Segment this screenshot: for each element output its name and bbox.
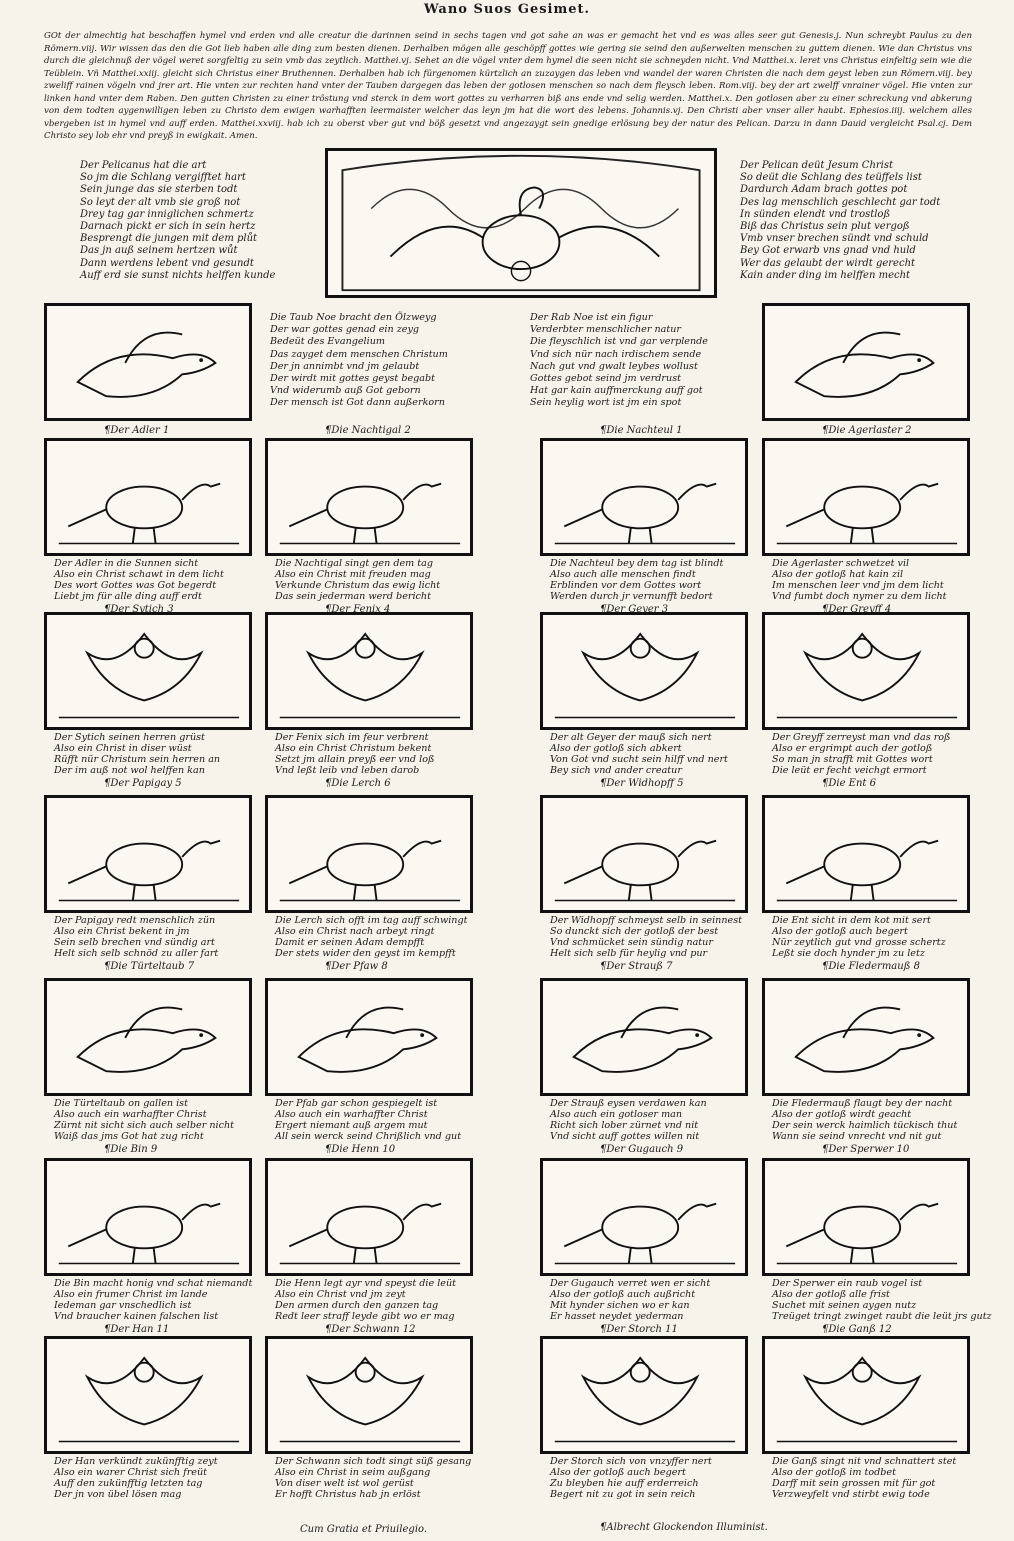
bird-icon <box>765 1161 967 1273</box>
bird-caption: Der Storch sich von vnzyffer nert Also der gotloß auch begert Zu bleyben hie auff erderreich Begert nit zu got in sein reich <box>550 1456 712 1500</box>
bird-label: ¶Die Türteltaub 7 <box>104 961 195 972</box>
bird-label: ¶Die Nachtigal 2 <box>325 425 411 436</box>
bird-label: ¶Der Strauß 7 <box>600 961 673 972</box>
bird-caption: Der Sperwer ein raub vogel ist Also der gotloß alle frist Suchet mit seinen aygen nutz Treüget tringt zwinget raubt die leüt jrs gutz <box>772 1278 992 1322</box>
woodcut-l-5-1 <box>265 1158 473 1276</box>
bird-icon <box>47 306 249 418</box>
bird-caption: Die Ganß singt nit vnd schnattert stet Also der gotloß im todbet Darff mit sein grossen mit für got Verzweyfelt vnd stirbt ewig tode <box>772 1456 957 1500</box>
bird-icon <box>47 441 249 553</box>
bird-icon <box>543 981 745 1093</box>
bird-icon <box>765 441 967 553</box>
bird-label: ¶Die Ganß 12 <box>822 1324 892 1335</box>
bird-caption: Der Greyff zerreyst man vnd das roß Also er ergrimpt auch der gotloß So man jn strafft mit Gottes wort Die leüt er fecht veichgt ermort <box>772 732 951 776</box>
bird-icon <box>47 1161 249 1273</box>
bird-icon <box>268 981 470 1093</box>
bird-label: ¶Der Sytich 3 <box>104 604 174 615</box>
woodcut-l-3-1 <box>265 795 473 913</box>
woodcut-r-0-1 <box>762 303 970 421</box>
bird-caption: Der Schwann sich todt singt süß gesang Also ein Christ in seim außgang Von diser welt ist wol gerüst Er hofft Christus hab jn erlöst <box>275 1456 472 1500</box>
bird-label: ¶Der Geyer 3 <box>600 604 669 615</box>
bird-caption: Die Ent sicht in dem kot mit sert Also der gotloß auch begert Nür zeytlich gut vnd grosse schertz Leßt sie doch hynder jm zu letz <box>772 915 946 959</box>
colophon: Cum Gratia et Priuilegio. <box>300 1524 428 1535</box>
bird-label: ¶Der Fenix 4 <box>325 604 391 615</box>
bird-label: ¶Der Papigay 5 <box>104 778 182 789</box>
bird-label: ¶Der Han 11 <box>104 1324 170 1335</box>
woodcut-l-2-1 <box>265 612 473 730</box>
bird-label: ¶Der Schwann 12 <box>325 1324 416 1335</box>
bird-caption: Die Türteltaub on gallen ist Also auch ein warhaffter Christ Zürnt nit sicht sich auch selber nicht Waiß das jms Got hat zug richt <box>54 1098 234 1142</box>
bird-label: ¶Der Greyff 4 <box>822 604 892 615</box>
bird-caption: Der alt Geyer der mauß sich nert Also der gotloß sich abkert Von Got vnd sucht sein hilff vnd nert Bey sich vnd ander creatur <box>550 732 728 776</box>
woodcut-r-4-1 <box>762 978 970 1096</box>
page-title: Wano Suos Gesimet. <box>423 2 591 17</box>
woodcut-r-6-1 <box>762 1336 970 1454</box>
verse-dove: Die Taub Noe bracht den Ölzweyg Der war gottes genad ein zeyg Bedeüt des Evangelium Das zayget dem menschen Christum Der jn annimbt vnd jm gelaubt Der wirdt mit gottes geyst begabt Vnd widerumb auß Got geborn Der mensch ist Got dann außerkorn <box>270 312 448 409</box>
bird-icon <box>268 1161 470 1273</box>
bird-caption: Die Lerch sich offt im tag auff schwingt Also ein Christ nach arbeyt ringt Damit er seinen Adam dempfft Der stets wider den geyst im kempfft <box>275 915 468 959</box>
bird-icon <box>47 798 249 910</box>
bird-icon <box>543 1161 745 1273</box>
woodcut-l-4-0 <box>44 978 252 1096</box>
bird-icon <box>543 798 745 910</box>
bird-caption: Der Strauß eysen verdawen kan Also auch ein gotloser man Richt sich lober zürnet vnd nit Vnd sicht auff gottes willen nit <box>550 1098 707 1142</box>
intro-text: GOt der almechtig hat beschaffen hymel vnd erden vnd alle creatur die darinnen seind in sechs tagen vnd got sahe an was er gemacht het vnd es was alles seer gut Genesis.j. Nun schreybt Paulus zu den Römern.viij. Wir wissen das den die Got lieb haben alle ding zum besten dienen. Derhalben mögen alle geschöpff gottes wie gering sie seind den außerwelten menschen zu guttem dienen. Wie dan Christus vns durch die gleichnuß der vögel weret sorgfeltig zu sein vmb das zeytlich. Matthei.vj. Sehet an die vögel vnter dem hymel die seen nicht sie schneyden nicht. Vnd Matthei.x. leret vns Christus einfeltig sein wie die Teüblein. Vñ Matthei.xxiij. gleicht sich Christus einer Bruthennen. Derhalben hab ich fürgenomen kürtzlich an zuzaygen das leben vnd wandel der waren Christen die nach dem geyst leben zun Römern.viij. bey zweliff rainen vögeln vnd jrer art. Hie vnten zur rechten hand vnter der Tauben dargegen das leben der gotlosen menschen so nach dem fleysch leben. Rom.viij. bey der art zwelff vnrainer vögel. Hie vnten zur linken hand vnter dem Raben. Den gutten Christen zu einer trôstung vnd sterck in dem wort gottes zu verharren biß ans ende vnd selig werden. Matthei.x. Den gotlosen aber zu einer schreckung vnd abkerung von dem todten aygenwilligen leben zu Christo dem ewigen warhafften leermaister welcher das leyn jm hat die wort des lebens. Johannis.vj. Den Christi aber vnser aller haubt. Ephesios.iiij. welchem alles vbergeben ist in hymel vnd auff erden. Matthei.xxviij. hab ich zu oberst vber gut vnd böß gesetzt vnd angezaygt sein gnedige erlösung bey der natur des Pelican. Darzu in dann Dauid vergleicht Psal.cj. Dem Christo sey lob ehr vnd preyß in ewigkait. Amen. <box>44 31 972 141</box>
bird-icon <box>765 306 967 418</box>
bird-caption: Der Papigay redt menschlich zün Also ein Christ bekent in jm Sein selb brechen vnd sündig art Helt sich selb schnöd zu aller fart <box>54 915 219 959</box>
bird-label: ¶Die Ent 6 <box>822 778 876 789</box>
bird-caption: Die Henn legt ayr vnd speyst die leüt Also ein Christ vnd jm zeyt Den armen durch den ganzen tag Redt leer straff leyde gibt wo er mag <box>275 1278 457 1322</box>
bird-icon <box>268 798 470 910</box>
bird-label: ¶Der Gugauch 9 <box>600 1144 684 1155</box>
woodcut-l-6-1 <box>265 1336 473 1454</box>
woodcut-r-4-0 <box>540 978 748 1096</box>
verse-raven: Der Rab Noe ist ein figur Verderbter menschlicher natur Die fleyschlich ist vnd gar verplende Vnd sich nür nach irdischem sende Nach gut vnd gwalt leybes wollust Gottes gebot seind jm verdrust Hat gar kain auffmerckung auff got Sein heylig wort ist jm ein spot <box>530 312 708 409</box>
woodcut-r-3-1 <box>762 795 970 913</box>
woodcut-l-1-1 <box>265 438 473 556</box>
bird-icon <box>268 1339 470 1451</box>
bird-caption: Der Gugauch verret wen er sicht Also der gotloß auch außricht Mit hynder sichen wo er kan Er hasset neydet yederman <box>550 1278 711 1322</box>
bird-icon <box>765 798 967 910</box>
woodcut-r-5-1 <box>762 1158 970 1276</box>
bird-icon <box>765 981 967 1093</box>
bird-icon <box>47 1339 249 1451</box>
verse-left: Der Pelicanus hat die art So jm die Schlang vergifftet hart Sein junge das sie sterben todt So leyt der alt vmb sie groß not Drey tag gar inniglichen schmertz Darnach pickt er sich in sein hertz Besprengt die jungen mit dem plůt Das jn auß seinem hertzen wůt Dann werdens lebent vnd gesundt Auff erd sie sunst nichts helffen kunde <box>80 160 276 281</box>
bird-label: ¶Die Henn 10 <box>325 1144 396 1155</box>
bird-caption: Die Fledermauß flaugt bey der nacht Also der gotloß wirdt geacht Der sein werck haimlich tückisch thut Wann sie seind vnrecht vnd nit gut <box>772 1098 958 1142</box>
woodcut-l-4-1 <box>265 978 473 1096</box>
bird-label: ¶Die Agerlaster 2 <box>822 425 912 436</box>
woodcut-r-6-0 <box>540 1336 748 1454</box>
bird-label: ¶Die Fledermauß 8 <box>822 961 920 972</box>
woodcut-l-5-0 <box>44 1158 252 1276</box>
bird-label: ¶Der Sperwer 10 <box>822 1144 910 1155</box>
illuminist-credit: ¶Albrecht Glockendon Illuminist. <box>600 1522 768 1533</box>
bird-icon <box>543 615 745 727</box>
woodcut-r-2-0 <box>540 612 748 730</box>
bird-icon <box>47 981 249 1093</box>
woodcut-l-3-0 <box>44 795 252 913</box>
pelican-woodcut <box>325 148 717 298</box>
bird-icon <box>543 1339 745 1451</box>
verse-right: Der Pelican deüt Jesum Christ So deüt die Schlang des teüffels list Dardurch Adam brach gottes pot Des lag menschlich geschlecht gar todt In sünden elendt vnd trostloß Biß das Christus sein plut vergoß Vmb vnser brechen sündt vnd schuld Bey Got erwarb vns gnad vnd huld Wer das gelaubt der wirdt gerecht Kain ander ding im helffen mecht <box>740 160 941 281</box>
bird-caption: Die Nachtigal singt gen dem tag Also ein Christ mit freuden mag Verkunde Christum das ewig licht Das sein jederman werd bericht <box>275 558 441 602</box>
bird-label: ¶Der Adler 1 <box>104 425 170 436</box>
bird-icon <box>268 441 470 553</box>
woodcut-r-1-0 <box>540 438 748 556</box>
bird-caption: Die Nachteul bey dem tag ist blindt Also auch alle menschen findt Erblinden vor dem Gottes wort Werden durch jr vernunfft bedort <box>550 558 724 602</box>
woodcut-l-6-0 <box>44 1336 252 1454</box>
woodcut-r-5-0 <box>540 1158 748 1276</box>
bird-caption: Der Fenix sich im feur verbrent Also ein Christ Christum bekent Setzt jm allain preyß eer vnd loß Vnd leßt leib vnd leben darob <box>275 732 435 776</box>
bird-icon <box>765 1339 967 1451</box>
bird-label: ¶Die Bin 9 <box>104 1144 158 1155</box>
woodcut-r-2-1 <box>762 612 970 730</box>
bird-label: ¶Die Nachteul 1 <box>600 425 683 436</box>
bird-caption: Der Han verkündt zukünfftig zeyt Also ein warer Christ sich freüt Auff den zukünfftig letzten tag Der jn von übel lösen mag <box>54 1456 218 1500</box>
bird-label: ¶Der Pfaw 8 <box>325 961 388 972</box>
bird-label: ¶Die Lerch 6 <box>325 778 391 789</box>
bird-caption: Der Pfab gar schon gespiegelt ist Also auch ein warhaffter Christ Ergert niemant auß argem mut All sein werck seind Chrißlich vnd gut <box>275 1098 462 1142</box>
woodcut-l-2-0 <box>44 612 252 730</box>
woodcut-l-0-0 <box>44 303 252 421</box>
pelican-icon <box>328 151 714 295</box>
bird-icon <box>268 615 470 727</box>
bird-caption: Der Sytich seinen herren grüst Also ein Christ in diser wüst Rüfft nür Christum sein herren an Der im auß not wol helffen kan <box>54 732 221 776</box>
woodcut-l-1-0 <box>44 438 252 556</box>
bird-icon <box>765 615 967 727</box>
bird-caption: Die Bin macht honig vnd schat niemandt Also ein frumer Christ im lande Iedeman gar vnschedlich ist Vnd braucher kainen falschen list <box>54 1278 253 1322</box>
bird-caption: Die Agerlaster schwetzet vil Also der gotloß hat kain zil Im menschen leer vnd jm dem licht Vnd fumbt doch nymer zu dem licht <box>772 558 947 602</box>
woodcut-r-3-0 <box>540 795 748 913</box>
bird-label: ¶Der Widhopff 5 <box>600 778 684 789</box>
bird-icon <box>47 615 249 727</box>
bird-icon <box>543 441 745 553</box>
bird-caption: Der Adler in die Sunnen sicht Also ein Christ schawt in dem licht Des wort Gottes was Got begerdt Liebt jm für alle ding auff erdt <box>54 558 224 602</box>
woodcut-r-1-1 <box>762 438 970 556</box>
bird-label: ¶Der Storch 11 <box>600 1324 678 1335</box>
bird-caption: Der Widhopff schmeyst selb in seinnest So dunckt sich der gotloß der best Vnd schmücket sein sündig natur Helt sich selb für heylig vnd pur <box>550 915 742 959</box>
